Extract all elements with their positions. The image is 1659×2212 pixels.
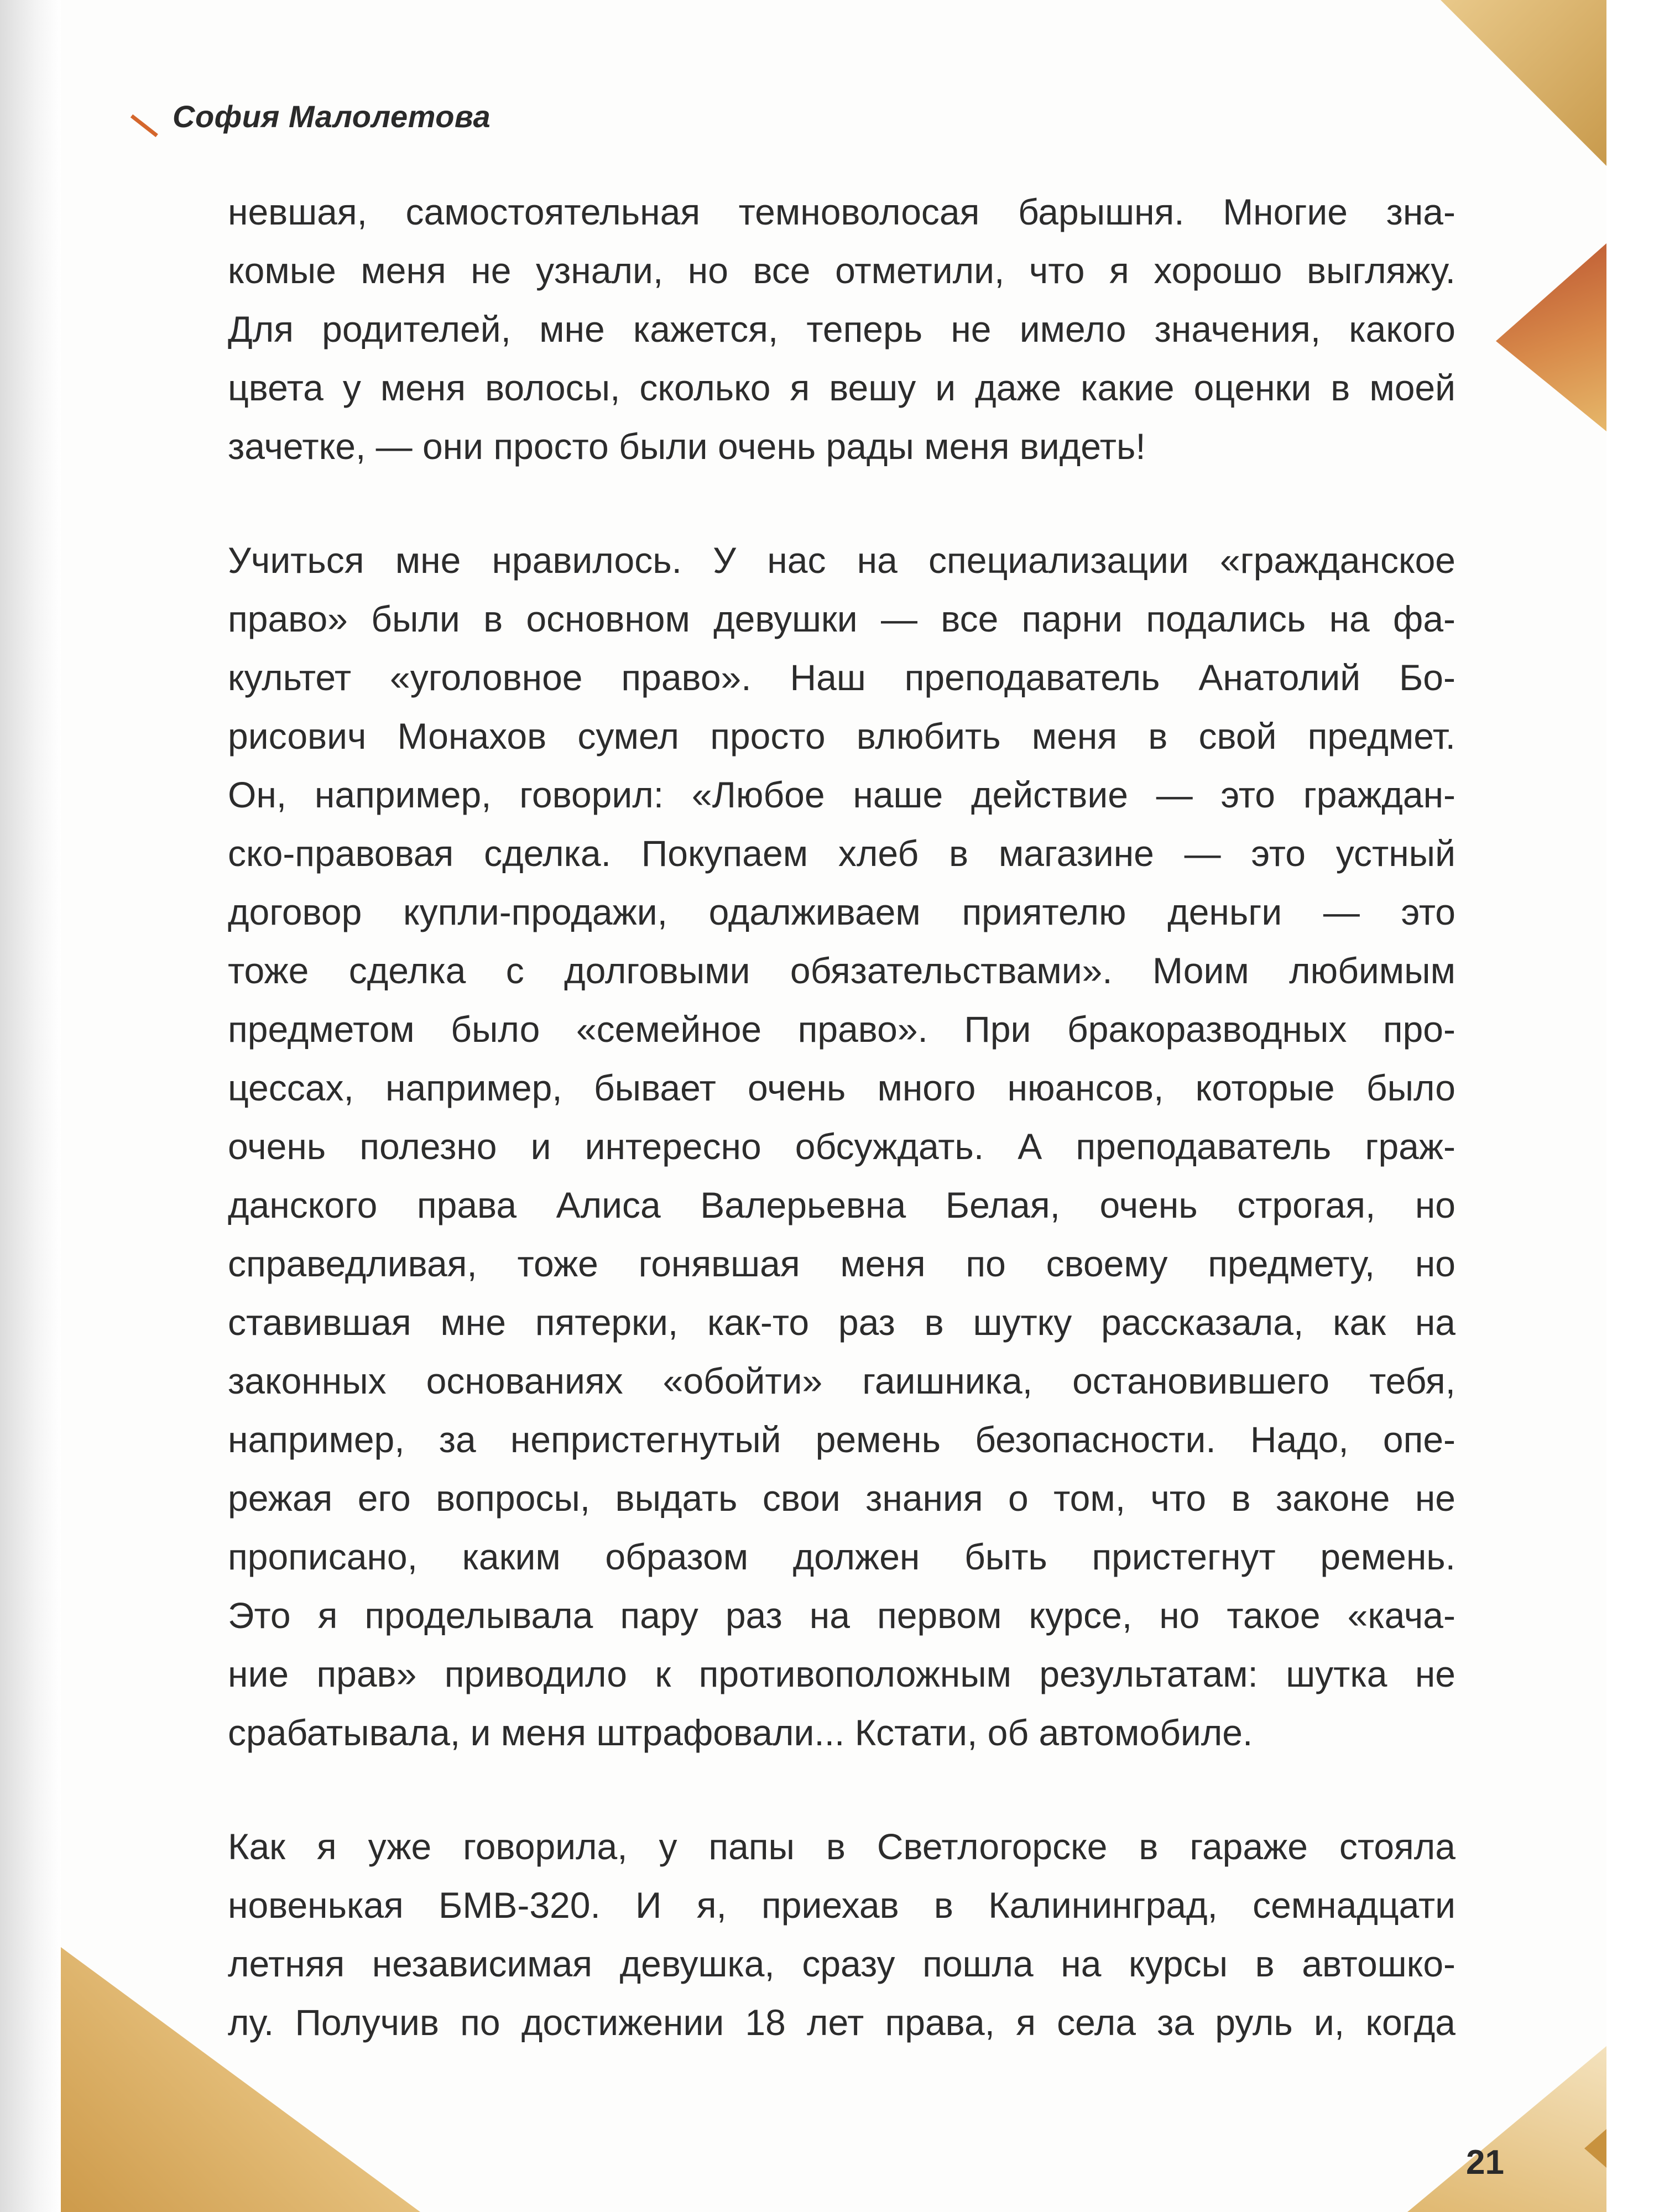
running-header <box>127 98 491 134</box>
text-line: прописано, каким образом должен быть пристегнут ремень. <box>228 1536 1455 1577</box>
text-line: ние прав» приводило к противоположным результатам: шутка не <box>228 1653 1455 1694</box>
corner-decoration-top-right <box>1441 0 1606 166</box>
text-line: Он, например, говорил: «Любое наше действие — это граждан- <box>228 774 1455 815</box>
text-line: лу. Получив по достижении 18 лет права, я села за руль и, когда <box>228 2002 1455 2043</box>
text-line: очень полезно и интересно обсуждать. А преподаватель граж- <box>228 1126 1455 1167</box>
side-decoration-right <box>1496 243 1606 431</box>
page-number: 21 <box>1466 2143 1504 2182</box>
text-line: законных основаниях «обойти» гаишника, остановившего тебя, <box>228 1360 1455 1401</box>
text-line: новенькая БМВ-320. И я, приехав в Калининград, семнадцати <box>228 1885 1455 1926</box>
text-line: тоже сделка с долговыми обязательствами». Моим любимым <box>228 950 1455 991</box>
header-slash-icon <box>127 103 160 131</box>
text-line: ставившая мне пятерки, как-то раз в шутку рассказала, как на <box>228 1302 1455 1343</box>
text-line: срабатывала, и меня штрафовали... Кстати, об автомобиле. <box>228 1712 1253 1753</box>
text-line: данского права Алиса Валерьевна Белая, очень строгая, но <box>228 1185 1455 1225</box>
text-line: зачетке, — они просто были очень рады меня видеть! <box>228 426 1146 467</box>
paragraph <box>228 531 1455 1762</box>
header-author: София Малолетова <box>173 99 491 134</box>
paragraph <box>228 182 1455 476</box>
text-line: ско-правовая сделка. Покупаем хлеб в магазине — это устный <box>228 833 1455 874</box>
text-line: режая его вопросы, выдать свои знания о том, что в законе не <box>228 1478 1455 1519</box>
text-line: цессах, например, бывает очень много нюансов, которые было <box>228 1067 1455 1108</box>
text-line: комые меня не узнали, но все отметили, что я хорошо выгляжу. <box>228 250 1455 291</box>
text-line: Учиться мне нравилось. У нас на специализации «гражданское <box>228 540 1455 581</box>
text-line: справедливая, тоже гонявшая меня по своему предмету, но <box>228 1243 1455 1284</box>
text-line: невшая, самостоятельная темноволосая барышня. Многие зна- <box>228 191 1455 232</box>
text-line: летняя независимая девушка, сразу пошла на курсы в автошко- <box>228 1943 1455 1984</box>
text-line: рисович Монахов сумел просто влюбить меня в свой предмет. <box>228 716 1455 757</box>
text-line: цвета у меня волосы, сколько я вешу и даже какие оценки в моей <box>228 367 1455 408</box>
text-line: право» были в основном девушки — все парни подались на фа- <box>228 598 1455 639</box>
text-line: Для родителей, мне кажется, теперь не имело значения, какого <box>228 309 1455 349</box>
scan-edge <box>0 0 61 2212</box>
body-text <box>228 182 1455 2107</box>
text-line: предметом было «семейное право». При бракоразводных про- <box>228 1009 1455 1050</box>
text-line: например, за непристегнутый ремень безопасности. Надо, опе- <box>228 1419 1455 1460</box>
paragraph <box>228 1817 1455 2052</box>
text-line: Это я проделывала пару раз на первом курсе, но такое «кача- <box>228 1595 1455 1636</box>
text-line: культет «уголовное право». Наш преподаватель Анатолий Бо- <box>228 657 1455 698</box>
text-line: Как я уже говорила, у папы в Светлогорске в гараже стояла <box>228 1826 1455 1867</box>
text-line: договор купли-продажи, одалживаем приятелю деньги — это <box>228 891 1455 932</box>
